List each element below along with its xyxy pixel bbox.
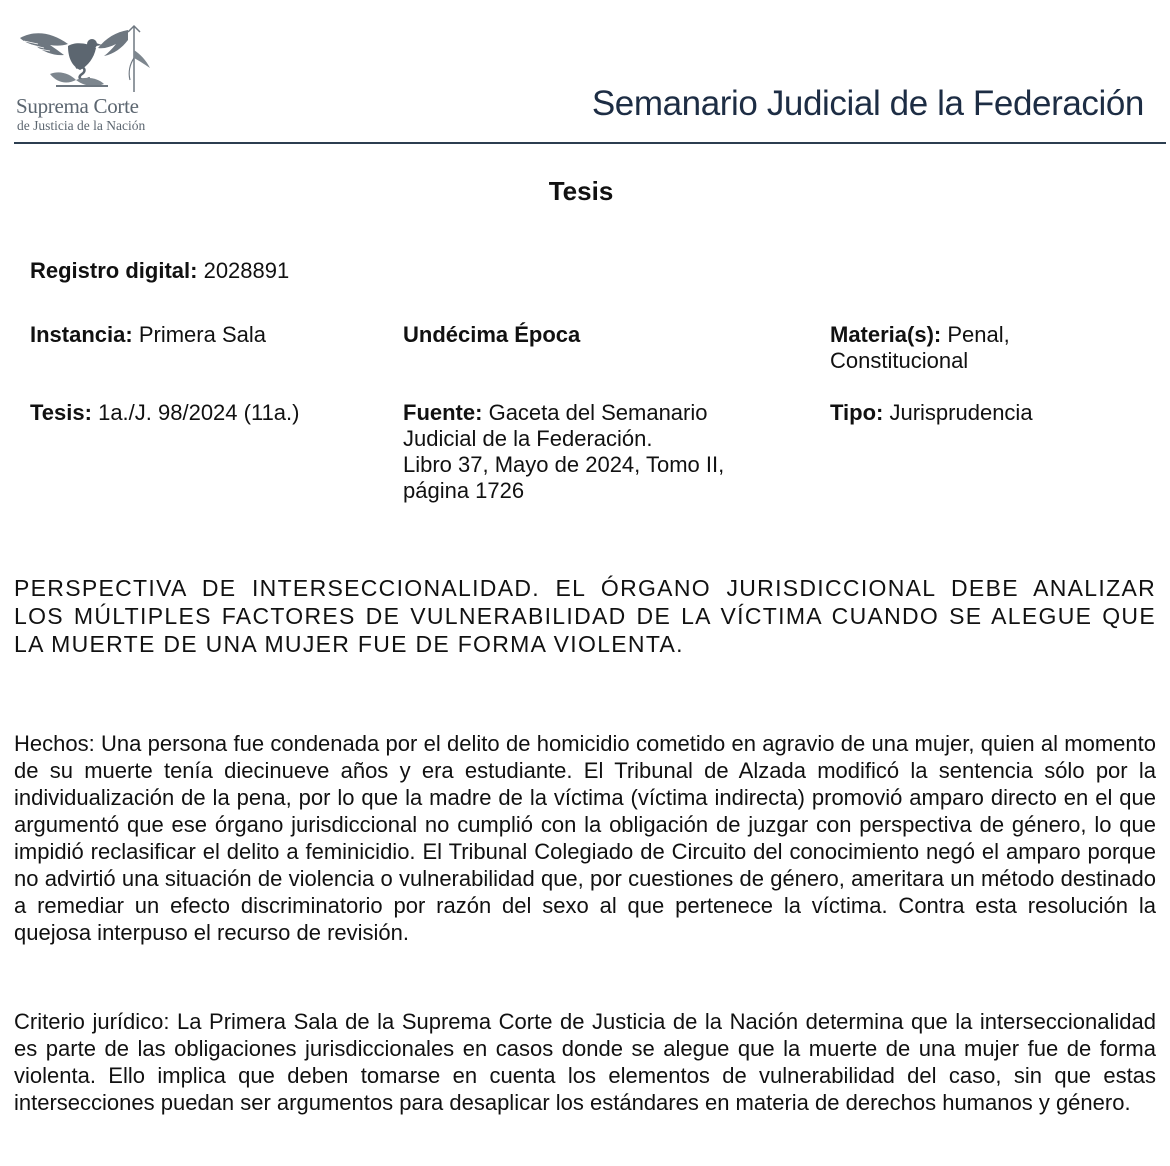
fuente-label: Fuente: [403, 400, 483, 425]
tipo-label: Tipo: [830, 400, 884, 425]
materia-value-1: Penal, [947, 322, 1010, 347]
tesis-value: 1a./J. 98/2024 (11a.) [98, 400, 300, 425]
scjn-logo[interactable] [14, 20, 174, 138]
materia-label: Materia(s): [830, 322, 942, 347]
criterio-paragraph: Criterio jurídico: La Primera Sala de la Suprema Corte de Justicia de la Nación determina que la interseccionalidad es parte de las obligaciones jurisdiccionales en casos donde se alegue que la muerte de una mujer fue de forma violenta. Ello implica que deben tomarse en cuenta los elementos de vulnerabilidad del caso, sin que estas intersecciones puedan ser argumentos para desaplicar los estándares en materia de derechos humanos y género. [14, 1009, 1156, 1115]
logo-title: Suprema Corte [16, 94, 139, 118]
fuente-value-1: Gaceta del Semanario [488, 400, 708, 425]
instancia [30, 322, 266, 348]
thesis-heading: PERSPECTIVA DE INTERSECCIONALIDAD. EL ÓRGANO JURISDICCIONAL DEBE ANALIZAR LOS MÚLTIPLES FACTORES DE VULNERABILIDAD DE LA VÍCTIMA CUANDO SE ALEGUE QUE LA MUERTE DE UNA MUJER FUE DE FORMA VIOLENTA. [14, 575, 1156, 657]
materia [830, 322, 1150, 374]
fuente [403, 400, 803, 504]
registro-value: 2028891 [203, 258, 290, 283]
document-title: Tesis [548, 176, 614, 206]
tipo [830, 400, 1033, 426]
tesis [30, 400, 299, 426]
instancia-value: Primera Sala [138, 322, 266, 347]
tesis-label: Tesis: [30, 400, 92, 425]
registro-digital [30, 258, 289, 284]
eagle-emblem-icon [16, 24, 156, 96]
instancia-label: Instancia: [30, 322, 133, 347]
fuente-value-4: página 1726 [403, 478, 525, 503]
epoca [403, 322, 580, 348]
fuente-value-2: Judicial de la Federación. [403, 426, 653, 451]
materia-value-2: Constitucional [830, 348, 969, 373]
page-header [14, 20, 1166, 144]
epoca-value: Undécima Época [403, 322, 581, 347]
hechos-paragraph: Hechos: Una persona fue condenada por el delito de homicidio cometido en agravio de una mujer, quien al momento de su muerte tenía diecinueve años y era estudiante. El Tribunal de Alzada modificó la sentencia sólo por la individualización de la pena, por lo que la madre de la víctima (víctima indirecta) promovió amparo directo en el que argumentó que ese órgano jurisdiccional no cumplió con la obligación de juzgar con perspectiva de género, lo que impidió reclasificar el delito a feminicidio. El Tribunal Colegiado de Circuito del conocimiento negó el amparo porque no advirtió una situación de violencia o vulnerabilidad que, por cuestiones de género, ameritara un método destinado a remediar un efecto discriminatorio por razón del sexo al que pertenece la víctima. Contra esta resolución la quejosa interpuso el recurso de revisión. [14, 731, 1156, 945]
fuente-value-3: Libro 37, Mayo de 2024, Tomo II, [403, 452, 725, 477]
publication-title: Semanario Judicial de la Federación [591, 84, 1144, 123]
logo-subtitle: de Justicia de la Nación [17, 118, 146, 133]
tipo-value: Jurisprudencia [889, 400, 1033, 425]
registro-label: Registro digital: [30, 258, 198, 283]
